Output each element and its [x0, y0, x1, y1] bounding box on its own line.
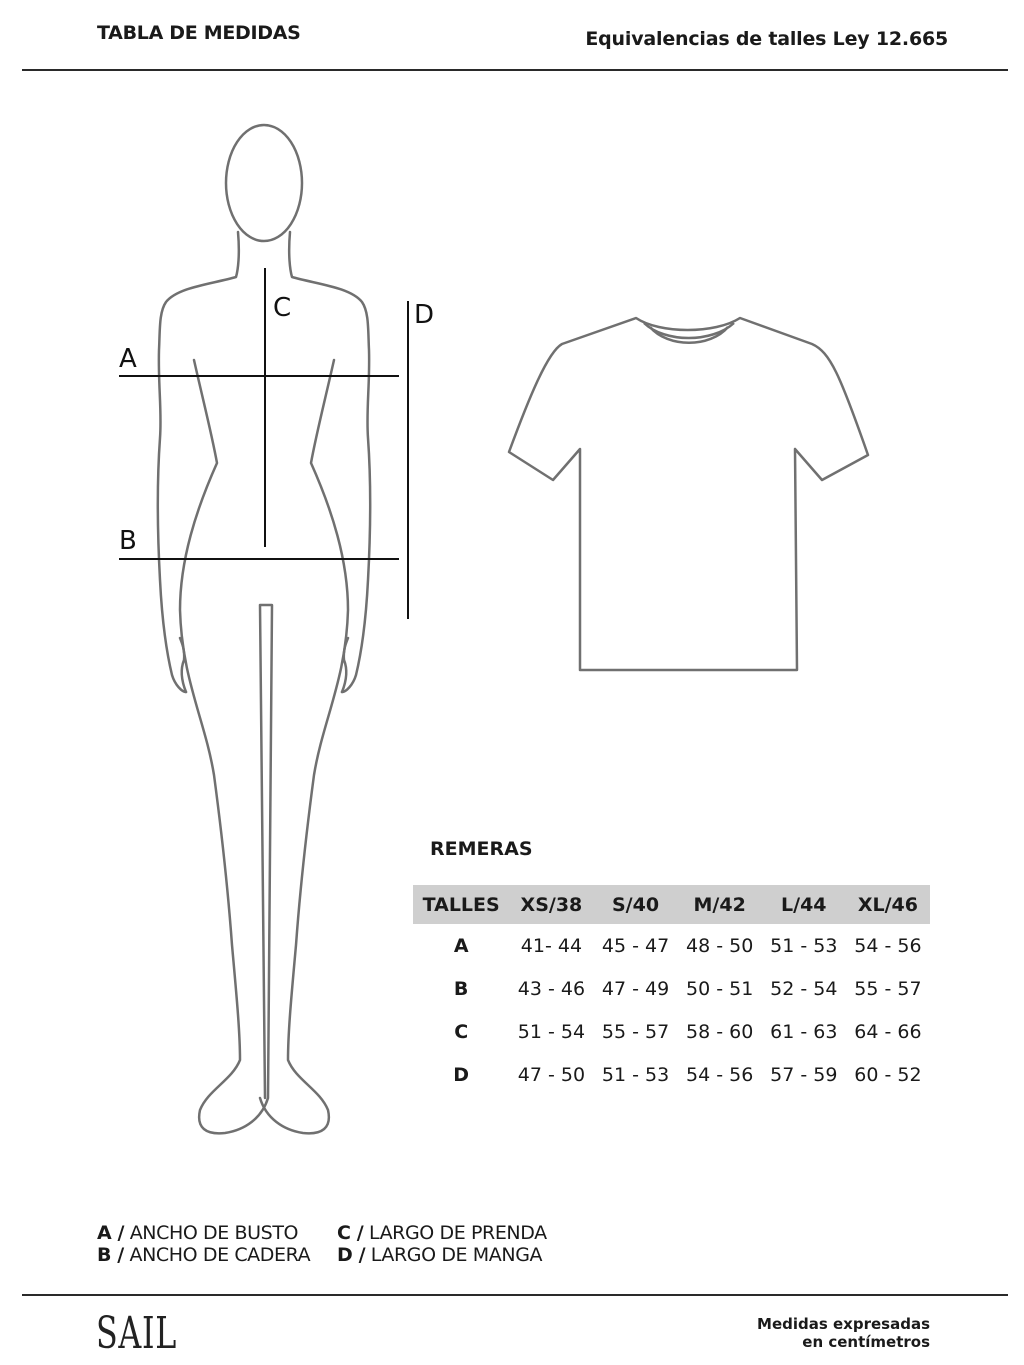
size-table — [413, 885, 930, 1096]
label-c: C — [273, 293, 292, 323]
legend-row — [97, 1244, 547, 1266]
label-a: A — [119, 344, 137, 374]
table-cell: 60 - 52 — [854, 1063, 922, 1086]
header-cell: TALLES — [422, 893, 500, 916]
header-cell: M/42 — [693, 893, 746, 916]
legend-item-d: D / LARGO DE MANGA — [337, 1244, 543, 1266]
table-cell: 58 - 60 — [686, 1020, 754, 1043]
table-header-row — [413, 885, 930, 924]
table-cell: 54 - 56 — [686, 1063, 754, 1086]
table-cell: 47 - 50 — [517, 1063, 586, 1086]
measurement-legend — [97, 1222, 547, 1266]
label-b: B — [119, 526, 137, 556]
table-row — [413, 967, 930, 1010]
table-cell: 54 - 56 — [854, 934, 922, 957]
units-note: Medidas expresadas en centímetros — [757, 1315, 930, 1351]
table-cell: 51 - 54 — [517, 1020, 586, 1043]
table-cell: 55 - 57 — [601, 1020, 670, 1043]
measurement-lines — [119, 268, 408, 619]
table-cell: 57 - 59 — [770, 1063, 838, 1086]
table-cell: 43 - 46 — [517, 977, 586, 1000]
table-cell: 51 - 53 — [770, 934, 838, 957]
table-cell: 41- 44 — [520, 934, 583, 957]
label-d: D — [414, 300, 435, 330]
row-key: A — [453, 934, 469, 957]
page-subtitle: Equivalencias de talles Ley 12.665 — [585, 28, 948, 50]
row-key: C — [454, 1020, 469, 1043]
table-title: REMERAS — [430, 838, 533, 860]
table-cell: 61 - 63 — [770, 1020, 838, 1043]
brand-logo: SAIL — [96, 1308, 178, 1359]
table-cell: 55 - 57 — [854, 977, 922, 1000]
tshirt-icon — [509, 318, 868, 670]
row-key: D — [453, 1063, 470, 1086]
header-cell: XS/38 — [520, 893, 583, 916]
bottom-divider — [22, 1294, 1008, 1296]
row-key: B — [453, 977, 469, 1000]
table-row — [413, 924, 930, 967]
page-title: TABLA DE MEDIDAS — [97, 22, 301, 44]
header-cell: L/44 — [781, 893, 827, 916]
table-cell: 45 - 47 — [601, 934, 670, 957]
legend-item-c: C / LARGO DE PRENDA — [337, 1222, 547, 1244]
table-cell: 50 - 51 — [686, 977, 754, 1000]
legend-row — [97, 1222, 547, 1244]
table-cell: 48 - 50 — [686, 934, 754, 957]
table-cell: 51 - 53 — [601, 1063, 670, 1086]
legend-item-b: B / ANCHO DE CADERA — [97, 1244, 311, 1266]
table-row — [413, 1053, 930, 1096]
header-cell: S/40 — [611, 893, 660, 916]
legend-item-a: A / ANCHO DE BUSTO — [97, 1222, 299, 1244]
table-row — [413, 1010, 930, 1053]
table-cell: 64 - 66 — [854, 1020, 922, 1043]
header-cell: XL/46 — [857, 893, 918, 916]
table-cell: 52 - 54 — [770, 977, 838, 1000]
table-cell: 47 - 49 — [601, 977, 670, 1000]
